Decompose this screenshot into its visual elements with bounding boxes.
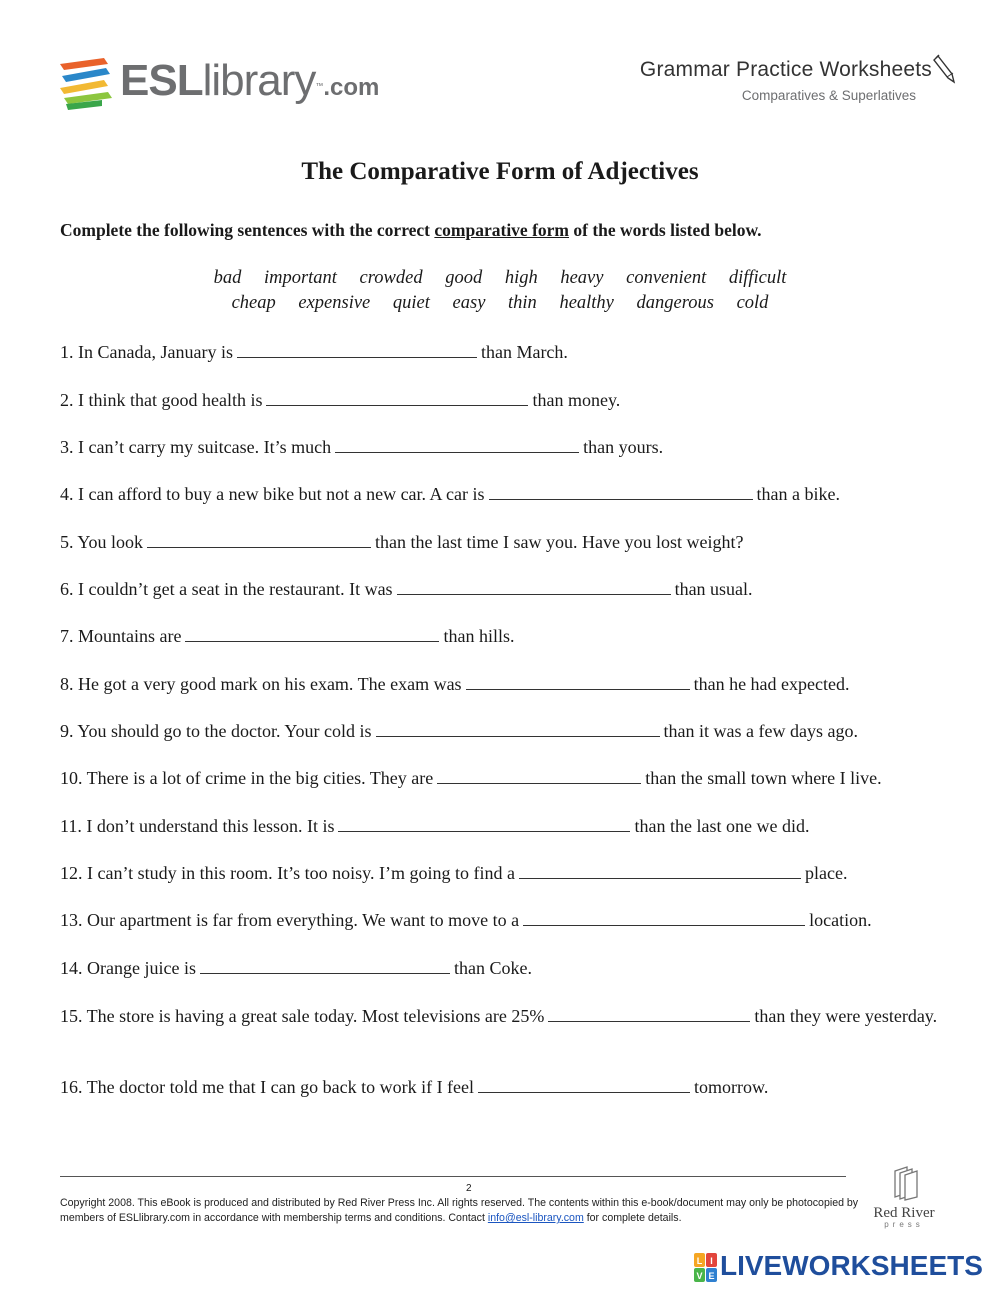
- answer-blank[interactable]: [437, 769, 641, 784]
- answer-blank[interactable]: [519, 864, 801, 879]
- series-header: [640, 58, 932, 103]
- answer-blank[interactable]: [397, 580, 671, 595]
- answer-blank[interactable]: [338, 817, 630, 832]
- question-text-end: than Coke.: [453, 958, 532, 978]
- question-7: [60, 626, 514, 647]
- esl-library-logo: [58, 54, 380, 118]
- word-bank-item: crowded: [359, 268, 423, 288]
- answer-blank[interactable]: [266, 391, 528, 406]
- question-text-end: place.: [804, 863, 848, 883]
- answer-blank[interactable]: [548, 1007, 750, 1022]
- question-text: 8. He got a very good mark on his exam. The exam was: [60, 674, 462, 694]
- logo-library-text: library: [202, 56, 316, 105]
- question-text: 2. I think that good health is: [60, 390, 263, 410]
- badge-letter-e: E: [708, 1271, 715, 1281]
- question-text: 10. There is a lot of crime in the big cities. They are: [60, 768, 434, 788]
- answer-blank[interactable]: [185, 627, 439, 642]
- word-bank-item: convenient: [626, 268, 707, 288]
- word-bank-item: dangerous: [636, 293, 714, 313]
- series-title: Grammar Practice Worksheets: [639, 58, 932, 81]
- question-text: 4. I can afford to buy a new bike but not a new car. A car is: [60, 484, 485, 504]
- question-text-end: than usual.: [674, 579, 753, 599]
- question-text: 14. Orange juice is: [60, 958, 196, 978]
- footer-divider: [60, 1176, 846, 1177]
- question-text-end: than they were yesterday.: [754, 1006, 938, 1026]
- logo-esl-text: ESL: [120, 56, 203, 105]
- page-number: 2: [466, 1183, 472, 1194]
- word-bank-item: quiet: [392, 293, 430, 313]
- question-text-end: than he had expected.: [693, 674, 850, 694]
- word-bank-row-2: [0, 293, 1000, 314]
- answer-blank[interactable]: [147, 533, 371, 548]
- question-text-end: than the last time I saw you. Have you lost weight?: [375, 532, 744, 552]
- liveworksheets-text: LIVEWORKSHEETS: [720, 1250, 983, 1281]
- word-bank-item: thin: [508, 293, 537, 313]
- badge-letter-i: I: [710, 1256, 713, 1266]
- word-bank-item: easy: [452, 293, 486, 313]
- question-text: 3. I can’t carry my suitcase. It’s much: [60, 437, 332, 457]
- question-1: [60, 342, 568, 363]
- contact-email-link[interactable]: info@esl-library.com: [487, 1212, 584, 1224]
- word-bank-item: healthy: [559, 293, 614, 313]
- question-text: 15. The store is having a great sale today. Most televisions are 25%: [60, 1006, 545, 1026]
- question-text-end: than the small town where I live.: [645, 768, 882, 788]
- answer-blank[interactable]: [523, 911, 805, 926]
- worksheet-title: The Comparative Form of Adjectives: [301, 158, 699, 185]
- question-11: [60, 816, 809, 837]
- word-bank-item: important: [263, 268, 337, 288]
- question-16: [60, 1077, 768, 1098]
- question-8: [60, 674, 850, 695]
- liveworksheets-watermark: [694, 1250, 983, 1285]
- answer-blank[interactable]: [200, 959, 450, 974]
- word-bank-item: cheap: [231, 293, 276, 313]
- question-text: 9. You should go to the doctor. Your cold is: [60, 721, 372, 741]
- pencil-icon: [932, 52, 960, 84]
- question-3: [60, 437, 663, 458]
- answer-blank[interactable]: [489, 485, 753, 500]
- question-text: 1. In Canada, January is: [60, 342, 233, 362]
- question-9: [60, 721, 858, 742]
- question-text-end: than the last one we did.: [634, 816, 810, 836]
- word-bank-item: high: [504, 268, 538, 288]
- question-2: [60, 390, 620, 411]
- question-text-end: location.: [809, 910, 872, 930]
- question-12: [60, 863, 847, 884]
- badge-letter-v: V: [696, 1271, 703, 1281]
- question-6: [60, 579, 753, 600]
- publisher-press: press: [884, 1220, 924, 1229]
- question-10: [60, 768, 882, 789]
- red-river-press-books-icon: [887, 1165, 921, 1201]
- copyright-text: Copyright 2008. This eBook is produced and distributed by Red River Press Inc. All rights reserved. The contents within this e-book/document may only be photocopied by members of ESLlibrary.com in accordance with membership terms and conditions. Contact: [60, 1197, 859, 1224]
- word-bank-item: heavy: [560, 268, 604, 288]
- series-subtitle: Comparatives & Superlatives: [741, 88, 916, 103]
- instruction-text-end: of the words listed below.: [569, 220, 762, 240]
- logo-com-text: .com: [323, 74, 380, 101]
- question-14: [60, 958, 532, 979]
- badge-letter-l: L: [696, 1256, 703, 1266]
- question-15: [60, 1004, 940, 1029]
- word-bank-item: difficult: [728, 268, 787, 288]
- instructions: [60, 220, 762, 241]
- copyright-notice: [60, 1196, 860, 1226]
- question-5: [60, 532, 743, 553]
- answer-blank[interactable]: [335, 438, 579, 453]
- question-text-end: tomorrow.: [694, 1077, 769, 1097]
- question-text: 12. I can’t study in this room. It’s too noisy. I’m going to find a: [60, 863, 515, 883]
- answer-blank[interactable]: [466, 675, 690, 690]
- question-text: 16. The doctor told me that I can go back to work if I feel: [60, 1077, 475, 1097]
- answer-blank[interactable]: [376, 722, 660, 737]
- liveworksheets-badge-icon: [694, 1253, 718, 1283]
- question-text: 7. Mountains are: [60, 626, 182, 646]
- instruction-text-start: Complete the following sentences with the correct: [60, 220, 435, 240]
- question-text-end: than a bike.: [756, 484, 841, 504]
- question-text: 5. You look: [60, 532, 144, 552]
- question-text-end: than money.: [532, 390, 621, 410]
- question-13: [60, 910, 872, 931]
- word-bank-row-1: [0, 268, 1000, 289]
- instruction-underlined: comparative form: [434, 220, 569, 240]
- books-stack-icon: [58, 54, 118, 118]
- question-text: 13. Our apartment is far from everything. We want to move to a: [60, 910, 520, 930]
- publisher-name: Red River: [873, 1205, 935, 1221]
- word-bank-item: cold: [736, 293, 769, 313]
- question-text: 6. I couldn’t get a seat in the restaurant. It was: [60, 579, 393, 599]
- question-text-end: than March.: [480, 342, 568, 362]
- question-text-end: than yours.: [583, 437, 664, 457]
- question-4: [60, 484, 840, 505]
- word-bank-item: expensive: [298, 293, 371, 313]
- question-text-end: than it was a few days ago.: [663, 721, 858, 741]
- word-bank-item: bad: [213, 268, 242, 288]
- question-text-end: than hills.: [443, 626, 515, 646]
- copyright-text-end: for complete details.: [583, 1212, 682, 1224]
- answer-blank[interactable]: [478, 1078, 690, 1093]
- answer-blank[interactable]: [237, 343, 477, 358]
- word-bank-item: good: [445, 268, 483, 288]
- logo-trademark: ™: [315, 81, 324, 91]
- red-river-press-logo: [868, 1165, 940, 1229]
- question-text: 11. I don’t understand this lesson. It is: [60, 816, 335, 836]
